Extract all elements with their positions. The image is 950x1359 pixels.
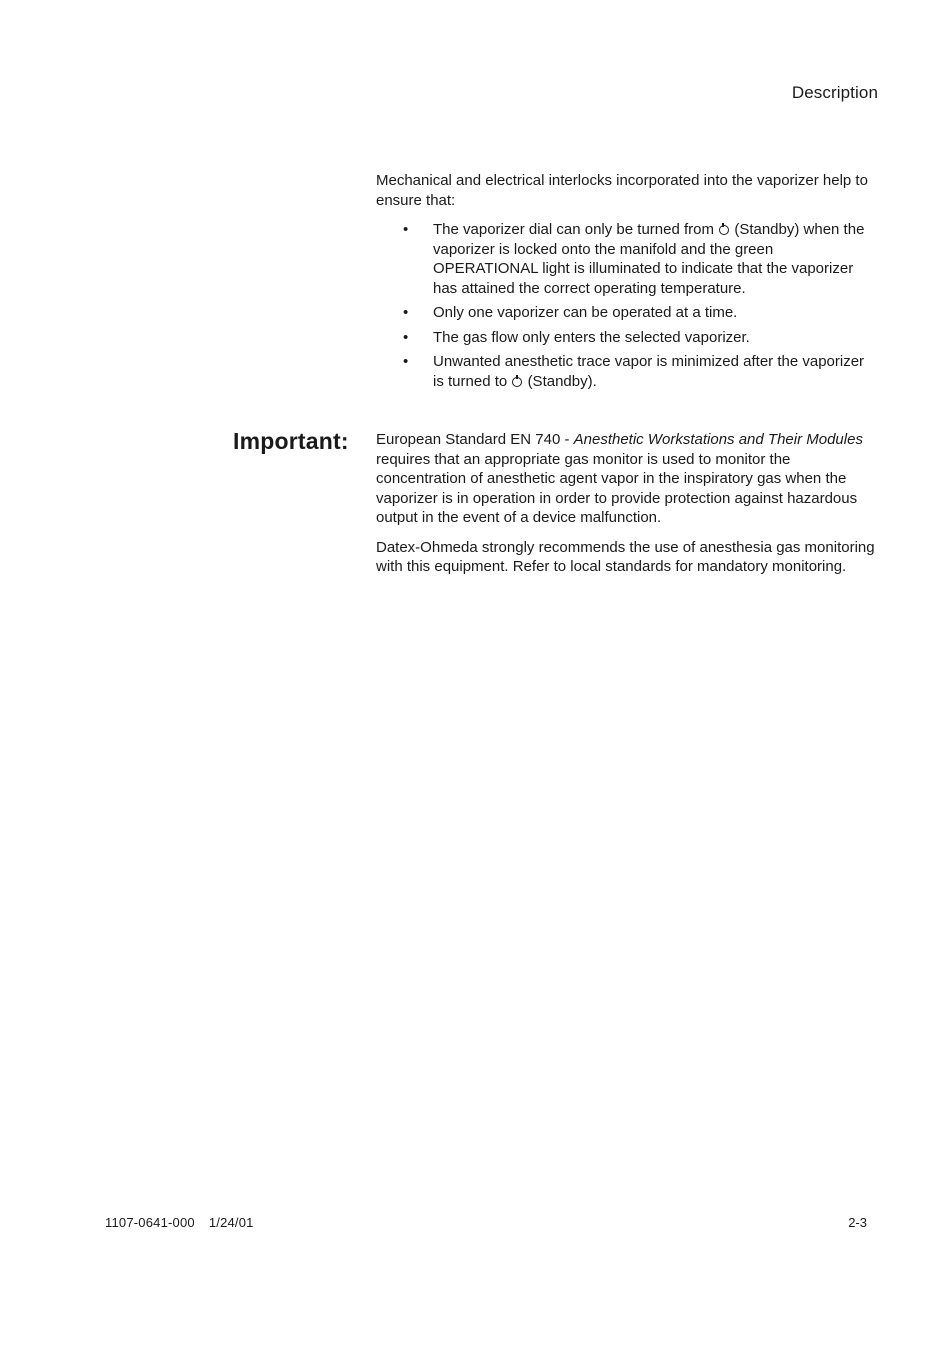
interlock-list <box>376 220 876 391</box>
important-label: Important: <box>233 428 349 454</box>
doc-number: 1107-0641-000 <box>105 1215 195 1230</box>
recommendation-paragraph: Datex-Ohmeda strongly recommends the use of anesthesia gas monitoring with this equipment. Refer to local standards for mandatory monitoring. <box>376 538 875 575</box>
list-item: • Only one vaporizer can be operated at a time. <box>433 303 876 323</box>
footer-doc-info <box>105 1215 254 1230</box>
list-item-text: (Standby). <box>527 372 597 390</box>
list-item-text: (Standby) when the vaporizer is locked onto the manifold and the green OPERATIONAL light is illuminated to indicate that the vaporizer has attained the correct operating temperature. <box>433 221 865 297</box>
important-text: European Standard EN 740 - <box>376 431 574 448</box>
list-item: • The gas flow only enters the selected vaporizer. <box>433 328 876 348</box>
intro-block <box>376 171 876 396</box>
standby-icon <box>512 377 522 387</box>
list-item <box>433 220 876 298</box>
section-title: Description <box>791 83 878 102</box>
doc-date: 1/24/01 <box>208 1215 254 1230</box>
list-item-text: Unwanted anesthetic trace vapor is minimized after the vaporizer is turned to <box>433 353 865 390</box>
standard-title: Anesthetic Workstations and Their Modules <box>573 431 863 448</box>
list-item-text: The vaporizer dial can only be turned from <box>433 221 714 238</box>
important-text: requires that an appropriate gas monitor is used to monitor the concentration of anesthetic agent vapor in the inspiratory gas when the vaporizer is in operation in order to provide protection against hazardous output in the event of a device malfunction. <box>376 450 858 526</box>
list-item <box>433 352 876 391</box>
intro-paragraph: Mechanical and electrical interlocks incorporated into the vaporizer help to ensure that: <box>376 172 868 209</box>
important-paragraph <box>376 430 876 528</box>
important-block <box>376 430 876 587</box>
page-number: 2-3 <box>848 1215 867 1230</box>
standby-icon <box>719 225 729 235</box>
